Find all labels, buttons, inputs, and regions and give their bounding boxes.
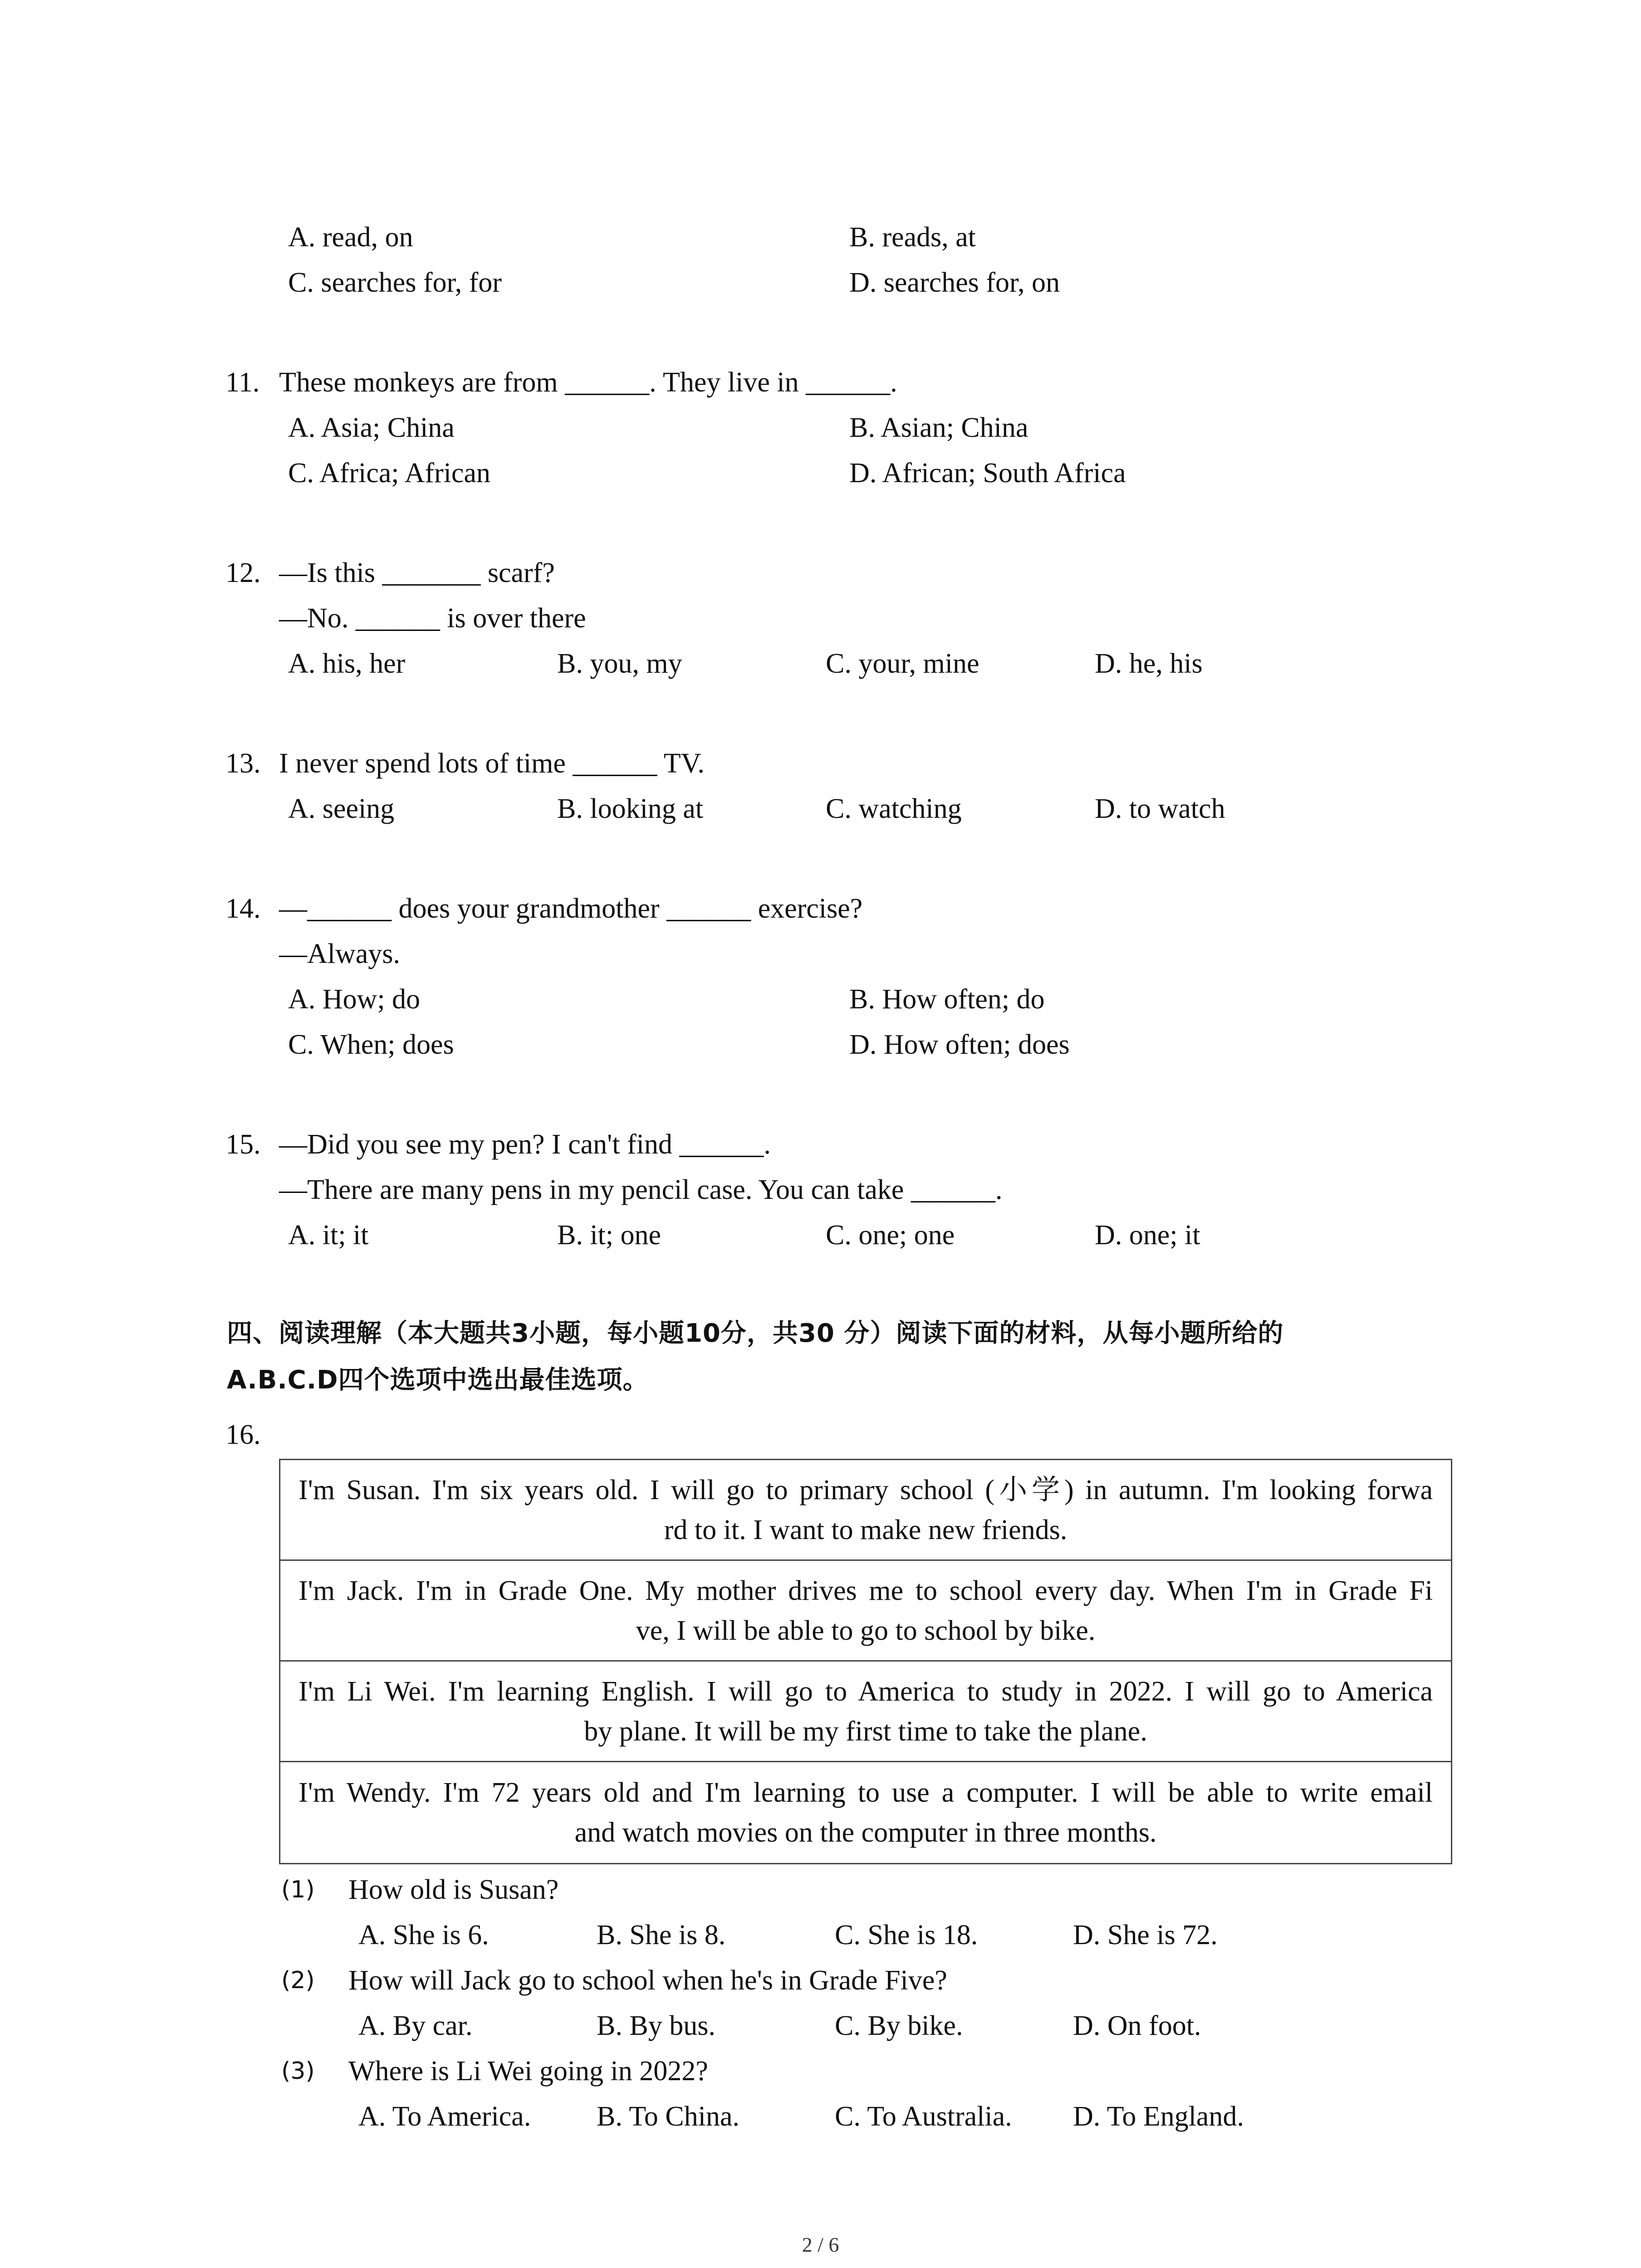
sub1-option-c: C. She is 18.: [835, 1920, 978, 1950]
sub2-option-a: A. By car.: [358, 2010, 473, 2041]
q13-number: 13.: [225, 748, 261, 779]
section-4-title-line1: 四、阅读理解（本大题共3小题，每小题10分，共30 分）阅读下面的材料，从每小题所给的: [227, 1319, 1284, 1348]
q13-option-d: D. to watch: [1095, 793, 1225, 824]
passage-li-wei: [280, 1662, 1451, 1762]
q14-stem-line1: —______ does your grandmother ______ exercise?: [279, 893, 863, 924]
q12-option-d: D. he, his: [1095, 648, 1203, 679]
section-4-title-line2: A.B.C.D四个选项中选出最佳选项。: [227, 1365, 649, 1395]
q11-option-d: D. African; South Africa: [849, 458, 1126, 489]
q10-option-a: A. read, on: [288, 222, 413, 253]
q12-option-b: B. you, my: [557, 648, 682, 679]
q16-number: 16.: [225, 1419, 261, 1450]
q14-option-a: A. How; do: [288, 984, 421, 1015]
sub2-option-b: B. By bus.: [597, 2010, 715, 2041]
q15-option-a: A. it; it: [288, 1220, 369, 1251]
sub1-stem: How old is Susan?: [348, 1874, 559, 1905]
passage-wendy-line1: I'm Wendy. I'm 72 years old and I'm learning to use a computer. I will be able to write email: [299, 1777, 1433, 1808]
sub3-option-a: A. To America.: [358, 2101, 531, 2132]
passage-jack-line2: ve, I will be able to go to school by bike.: [636, 1615, 1096, 1646]
passage-susan-line1: I'm Susan. I'm six years old. I will go to primary school (小学) in autumn. I'm looking forwa: [299, 1474, 1433, 1505]
page-number: 2 / 6: [802, 2233, 839, 2256]
sub3-option-d: D. To England.: [1073, 2101, 1244, 2132]
sub2-option-d: D. On foot.: [1073, 2010, 1201, 2041]
sub3-stem: Where is Li Wei going in 2022?: [348, 2056, 708, 2087]
q11-option-a: A. Asia; China: [288, 412, 455, 443]
passage-li-wei-line2: by plane. It will be my first time to take the plane.: [584, 1716, 1147, 1747]
q15-stem-line1: —Did you see my pen? I can't find ______.: [279, 1129, 771, 1160]
q13-option-c: C. watching: [826, 793, 962, 824]
q10-option-d: D. searches for, on: [849, 267, 1060, 298]
q13-option-b: B. looking at: [557, 793, 704, 824]
sub3-number: (3): [281, 2058, 315, 2085]
sub2-stem: How will Jack go to school when he's in Grade Five?: [348, 1965, 947, 1996]
q14-option-d: D. How often; does: [849, 1029, 1070, 1060]
sub1-option-b: B. She is 8.: [597, 1920, 726, 1950]
q14-stem-line2: —Always.: [279, 938, 400, 969]
sub2-option-c: C. By bike.: [835, 2010, 963, 2041]
q11-stem: These monkeys are from ______. They live in ______.: [279, 367, 897, 398]
q11-option-c: C. Africa; African: [288, 458, 490, 489]
sub3-option-c: C. To Australia.: [835, 2101, 1012, 2132]
q12-stem-line1: —Is this _______ scarf?: [279, 557, 555, 588]
q14-option-c: C. When; does: [288, 1029, 454, 1060]
q14-number: 14.: [225, 893, 261, 924]
q15-stem-line2: —There are many pens in my pencil case. You can take ______.: [279, 1174, 1003, 1205]
q14-option-b: B. How often; do: [849, 984, 1045, 1015]
passage-jack: [280, 1561, 1451, 1662]
q11-option-b: B. Asian; China: [849, 412, 1029, 443]
passage-li-wei-line1: I'm Li Wei. I'm learning English. I will go to America to study in 2022. I will go to America: [299, 1676, 1433, 1707]
q10-option-b: B. reads, at: [849, 222, 976, 253]
q12-option-c: C. your, mine: [826, 648, 980, 679]
passage-jack-line1: I'm Jack. I'm in Grade One. My mother drives me to school every day. When I'm in Grade Fi: [299, 1575, 1433, 1606]
reading-passages-table: [279, 1459, 1452, 1864]
q15-option-d: D. one; it: [1095, 1220, 1200, 1251]
sub1-option-d: D. She is 72.: [1073, 1920, 1218, 1950]
passage-susan-line2: rd to it. I want to make new friends.: [664, 1514, 1068, 1545]
sub1-number: (1): [281, 1876, 315, 1903]
q13-option-a: A. seeing: [288, 793, 395, 824]
q12-stem-line2: —No. ______ is over there: [279, 603, 586, 634]
q15-option-c: C. one; one: [826, 1220, 955, 1251]
q15-option-b: B. it; one: [557, 1220, 661, 1251]
q12-option-a: A. his, her: [288, 648, 406, 679]
q11-number: 11.: [225, 367, 260, 398]
q12-number: 12.: [225, 557, 261, 588]
sub2-number: (2): [281, 1967, 315, 1994]
q15-number: 15.: [225, 1129, 261, 1160]
sub1-option-a: A. She is 6.: [358, 1920, 489, 1950]
passage-susan: [280, 1460, 1451, 1561]
passage-wendy-line2: and watch movies on the computer in three months.: [574, 1817, 1157, 1848]
q13-stem: I never spend lots of time ______ TV.: [279, 748, 705, 779]
sub3-option-b: B. To China.: [597, 2101, 740, 2132]
q10-option-c: C. searches for, for: [288, 267, 502, 298]
passage-wendy: [280, 1762, 1451, 1863]
